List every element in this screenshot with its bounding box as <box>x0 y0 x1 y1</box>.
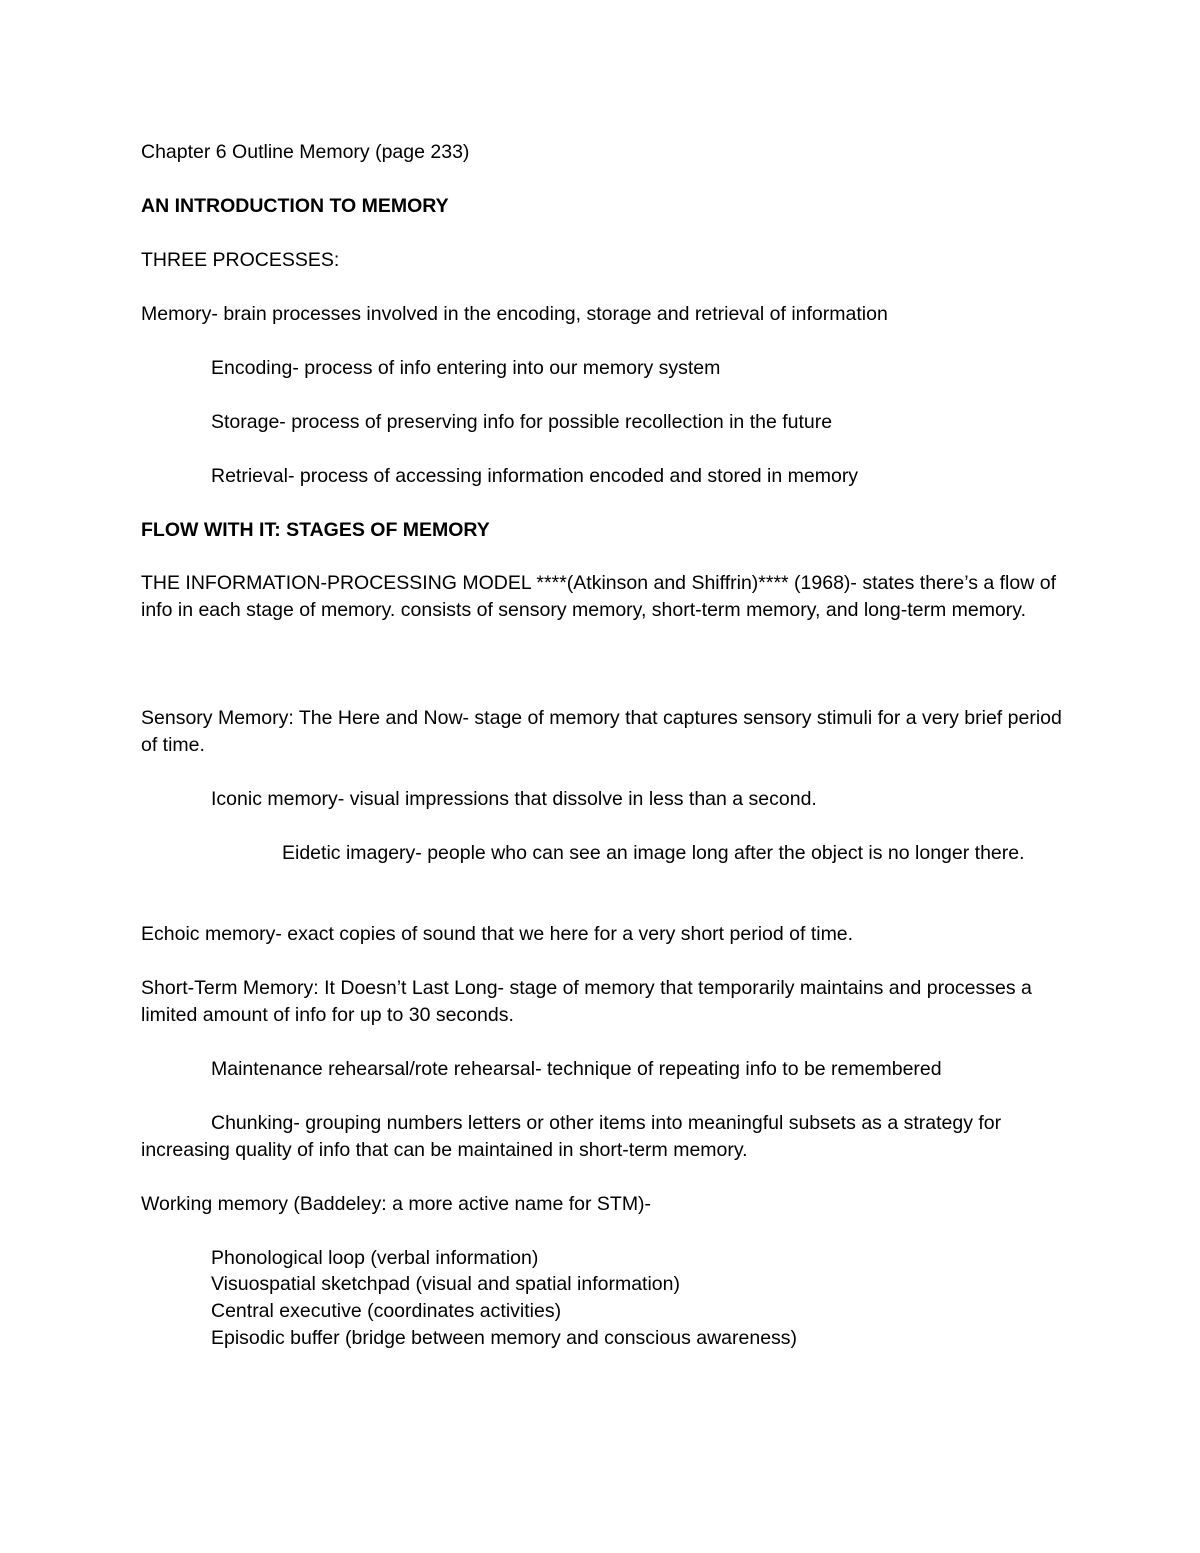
eidetic-imagery-definition: Eidetic imagery- people who can see an image long after the object is no longer there. <box>282 842 1025 864</box>
eidetic-imagery-paragraph <box>141 840 1071 867</box>
encoding-definition: Encoding- process of info entering into our memory system <box>211 357 721 379</box>
working-component-episodic-buffer: Episodic buffer (bridge between memory and conscious awareness) <box>211 1327 798 1349</box>
chunking-paragraph <box>141 1110 1071 1164</box>
storage-definition: Storage- process of preserving info for possible recollection in the future <box>211 411 833 433</box>
retrieval-definition: Retrieval- process of accessing information encoded and stored in memory <box>211 465 859 487</box>
information-processing-model: THE INFORMATION-PROCESSING MODEL ****(Atkinson and Shiffrin)**** (1968)- states there’s a flow of info in each stage of memory. consists of sensory memory, short-term memory, and long-term memory. <box>141 572 1056 621</box>
working-component-central-executive: Central executive (coordinates activities) <box>211 1300 562 1322</box>
iconic-memory-definition: Iconic memory- visual impressions that dissolve in less than a second. <box>211 788 817 810</box>
echoic-memory-definition: Echoic memory- exact copies of sound that we here for a very short period of time. <box>141 923 854 945</box>
heading-introduction: AN INTRODUCTION TO MEMORY <box>141 195 449 217</box>
maintenance-rehearsal-definition: Maintenance rehearsal/rote rehearsal- technique of repeating info to be remembered <box>211 1058 942 1080</box>
document-title: Chapter 6 Outline Memory (page 233) <box>141 141 470 163</box>
working-memory-definition: Working memory (Baddeley: a more active name for STM)- <box>141 1193 652 1215</box>
sensory-memory-definition: Sensory Memory: The Here and Now- stage of memory that captures sensory stimuli for a very brief period of time. <box>141 707 1062 756</box>
three-processes-label: THREE PROCESSES: <box>141 249 340 271</box>
chunking-definition: Chunking- grouping numbers letters or other items into meaningful subsets as a strategy for increasing quality of info that can be maintained in short-term memory. <box>141 1112 1002 1161</box>
memory-definition: Memory- brain processes involved in the encoding, storage and retrieval of information <box>141 303 888 325</box>
heading-stages-of-memory: FLOW WITH IT: STAGES OF MEMORY <box>141 519 490 541</box>
working-component-visuospatial-sketchpad: Visuospatial sketchpad (visual and spatial information) <box>211 1273 680 1295</box>
short-term-memory-definition: Short-Term Memory: It Doesn’t Last Long- stage of memory that temporarily maintains and processes a limited amount of info for up to 30 seconds. <box>141 977 1032 1026</box>
working-component-phonological-loop: Phonological loop (verbal information) <box>211 1247 539 1269</box>
